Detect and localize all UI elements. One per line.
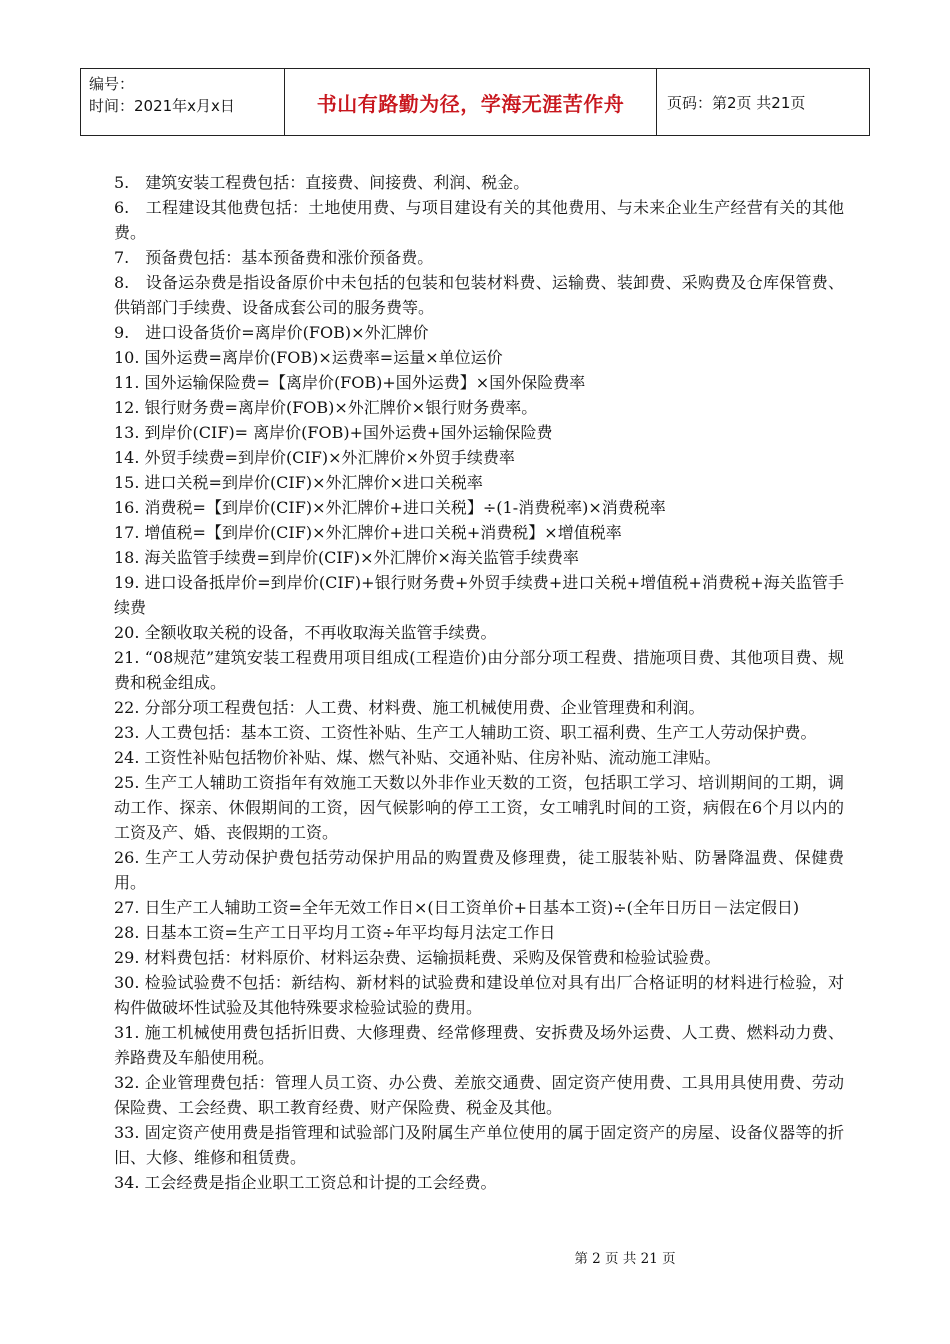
list-item: 32. 企业管理费包括：管理人员工资、办公费、差旅交通费、固定资产使用费、工具用具使用费、劳动保险费、工会经费、职工教育经费、财产保险费、税金及其他。 — [114, 1073, 844, 1117]
list-item: 31. 施工机械使用费包括折旧费、大修理费、经常修理费、安拆费及场外运费、人工费、燃料动力费、养路费及车船使用税。 — [114, 1023, 844, 1067]
list-item: 7. 预备费包括：基本预备费和涨价预备费。 — [114, 248, 434, 267]
header-motto: 书山有路勤为径，学海无涯苦作舟 — [285, 69, 657, 135]
list-item: 16. 消费税=【到岸价(CIF)×外汇牌价+进口关税】÷(1-消费税率)×消费税率 — [114, 498, 666, 517]
page-header — [80, 68, 870, 136]
list-item: 23. 人工费包括：基本工资、工资性补贴、生产工人辅助工资、职工福利费、生产工人劳动保护费。 — [114, 723, 817, 742]
list-item: 28. 日基本工资=生产工日平均月工资÷年平均每月法定工作日 — [114, 923, 556, 942]
list-item: 22. 分部分项工程费包括：人工费、材料费、施工机械使用费、企业管理费和利润。 — [114, 698, 705, 717]
list-item: 20. 全额收取关税的设备，不再收取海关监管手续费。 — [114, 623, 497, 642]
list-item: 30. 检验试验费不包括：新结构、新材料的试验费和建设单位对具有出厂合格证明的材料进行检验，对构件做破坏性试验及其他特殊要求检验试验的费用。 — [114, 973, 844, 1017]
document-body — [114, 170, 844, 1195]
document-number-label: 编号： — [89, 75, 135, 93]
header-meta — [81, 69, 285, 135]
list-item: 18. 海关监管手续费=到岸价(CIF)×外汇牌价×海关监管手续费率 — [114, 548, 579, 567]
list-item: 21. “08规范”建筑安装工程费用项目组成(工程造价)由分部分项工程费、措施项目费、其他项目费、规费和税金组成。 — [114, 648, 844, 692]
document-date: 时间：2021年x月x日 — [89, 97, 235, 115]
page-footer: 第 2 页 共 21 页 — [574, 1251, 676, 1267]
list-item: 6. 工程建设其他费包括：土地使用费、与项目建设有关的其他费用、与未来企业生产经营有关的其他费。 — [114, 198, 844, 242]
list-item: 9. 进口设备货价=离岸价(FOB)×外汇牌价 — [114, 323, 429, 342]
list-item: 33. 固定资产使用费是指管理和试验部门及附属生产单位使用的属于固定资产的房屋、设备仪器等的折旧、大修、维修和租赁费。 — [114, 1123, 844, 1167]
header-page-info: 页码：第2页 共21页 — [667, 93, 806, 112]
list-item: 25. 生产工人辅助工资指年有效施工天数以外非作业天数的工资，包括职工学习、培训期间的工期，调动工作、探亲、休假期间的工资，因气候影响的停工工资，女工哺乳时间的工资，病假在6个月以内的工资及产、婚、丧假期的工资。 — [114, 773, 844, 842]
list-item: 17. 增值税=【到岸价(CIF)×外汇牌价+进口关税+消费税】×增值税率 — [114, 523, 622, 542]
list-item: 19. 进口设备抵岸价=到岸价(CIF)+银行财务费+外贸手续费+进口关税+增值税+消费税+海关监管手续费 — [114, 573, 844, 617]
list-item: 14. 外贸手续费=到岸价(CIF)×外汇牌价×外贸手续费率 — [114, 448, 515, 467]
list-item: 5. 建筑安装工程费包括：直接费、间接费、利润、税金。 — [114, 173, 530, 192]
list-item: 15. 进口关税=到岸价(CIF)×外汇牌价×进口关税率 — [114, 473, 483, 492]
list-item: 24. 工资性补贴包括物价补贴、煤、燃气补贴、交通补贴、住房补贴、流动施工津贴。 — [114, 748, 721, 767]
list-item: 12. 银行财务费=离岸价(FOB)×外汇牌价×银行财务费率。 — [114, 398, 538, 417]
list-item: 27. 日生产工人辅助工资=全年无效工作日×(日工资单价+日基本工资)÷(全年日历日－法定假日) — [114, 898, 800, 917]
list-item: 34. 工会经费是指企业职工工资总和计提的工会经费。 — [114, 1173, 497, 1192]
list-item: 10. 国外运费=离岸价(FOB)×运费率=运量×单位运价 — [114, 348, 503, 367]
list-item: 11. 国外运输保险费=【离岸价(FOB)+国外运费】×国外保险费率 — [114, 373, 586, 392]
list-item: 13. 到岸价(CIF)= 离岸价(FOB)+国外运费+国外运输保险费 — [114, 423, 553, 442]
list-item: 26. 生产工人劳动保护费包括劳动保护用品的购置费及修理费，徒工服装补贴、防暑降温费、保健费用。 — [114, 848, 844, 892]
list-item: 8. 设备运杂费是指设备原价中未包括的包装和包装材料费、运输费、装卸费、采购费及仓库保管费、供销部门手续费、设备成套公司的服务费等。 — [114, 273, 844, 317]
list-item: 29. 材料费包括：材料原价、材料运杂费、运输损耗费、采购及保管费和检验试验费。 — [114, 948, 721, 967]
